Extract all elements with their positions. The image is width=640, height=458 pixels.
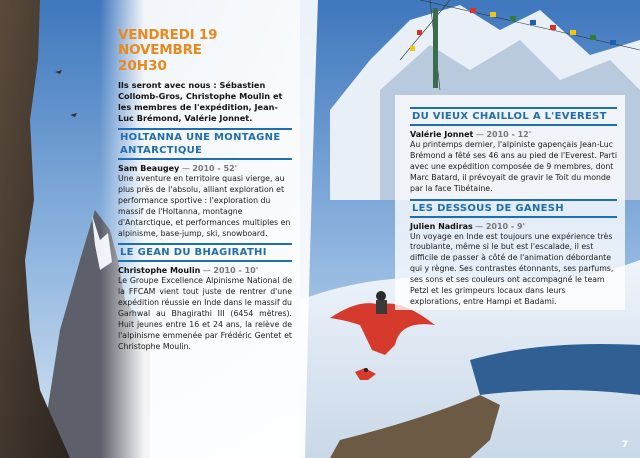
film-description: Une aventure en territoire quasi vierge, au plus près de l'absolu, alliant exploration et performance sportive : l'exploration du massif de l'Holtanna, montagne d'Antarctique, et performances multiples en alpinisme, base-jump, ski, snowboard.: [118, 174, 291, 238]
film-title: DU VIEUX CHAILLOL A L'EVEREST: [410, 107, 617, 126]
event-time: 20H30: [118, 58, 167, 74]
film-director: Valérie Jonnet: [410, 130, 474, 139]
film-description: Un voyage en Inde est toujours une expérience très troublante, même si le but est l'escalade, il est difficile de passer à côté de l'animation débordante qui y règne. Ses contrastes étonnants, ses parfums, ses sons et ses couleurs ont accompagné le team Petzl et les grimpeurs locaux dans leurs explorations, entre Hampi et Badami.: [410, 231, 614, 306]
film-credits: Valérie Jonnet — 2010 - 12': [410, 130, 532, 139]
film-director: Christophe Moulin: [118, 266, 201, 276]
film-director: Julien Nadiras: [410, 221, 473, 231]
left-column: [118, 28, 292, 353]
film-director: Sam Beaugey: [118, 164, 180, 173]
film-description: Le Groupe Excellence Alpinisme National de la FFCAM vient tout juste de rentrer d'une expédition réussie en Inde dans le massif du Garhwal au Bhagirathi III (6454 mètres). Huit jeunes entre 16 et 24 ans, la relève de l'alpinisme emmenée par Frédéric Gentet et Christophe Moulin.: [118, 276, 292, 351]
film-description: Au printemps dernier, l'alpiniste gapençais Jean-Luc Brémond a fêté ses 46 ans au pied de l'Everest. Parti avec une expédition composée de 9 membres, dont Marc Batard, il prévoyait de gravir le Toit du monde par la face Tibétaine.: [410, 140, 617, 193]
film-holtanna: [118, 128, 292, 239]
film-info: 2010 - 10': [213, 266, 259, 276]
right-column: [410, 103, 617, 308]
film-ganesh: [410, 199, 617, 308]
page-number: 7: [621, 440, 628, 450]
film-info: 2010 - 9': [485, 221, 525, 231]
event-intro: Ils seront avec nous : Sébastien Collomb-Gros, Christophe Moulin et les membres de l'expédition, Jean-Luc Brémond, Valérie Jonnet.: [118, 80, 283, 123]
film-info: 2010 - 12': [486, 130, 532, 139]
film-title: LES DESSOUS DE GANESH: [410, 199, 617, 218]
film-info: 2010 - 52': [192, 164, 238, 173]
film-credits: Julien Nadiras — 2010 - 9': [410, 221, 525, 231]
film-everest: [410, 107, 617, 195]
film-title: HOLTANNA UNE MONTAGNE ANTARCTIQUE: [118, 128, 292, 160]
event-date: VENDREDI 19 NOVEMBRE: [118, 27, 218, 58]
film-title: LE GEAN DU BHAGIRATHI: [118, 243, 292, 262]
film-credits: Sam Beaugey — 2010 - 52': [118, 164, 238, 173]
film-credits: Christophe Moulin — 2010 - 10': [118, 266, 259, 276]
film-bhagirathi: [118, 243, 292, 352]
